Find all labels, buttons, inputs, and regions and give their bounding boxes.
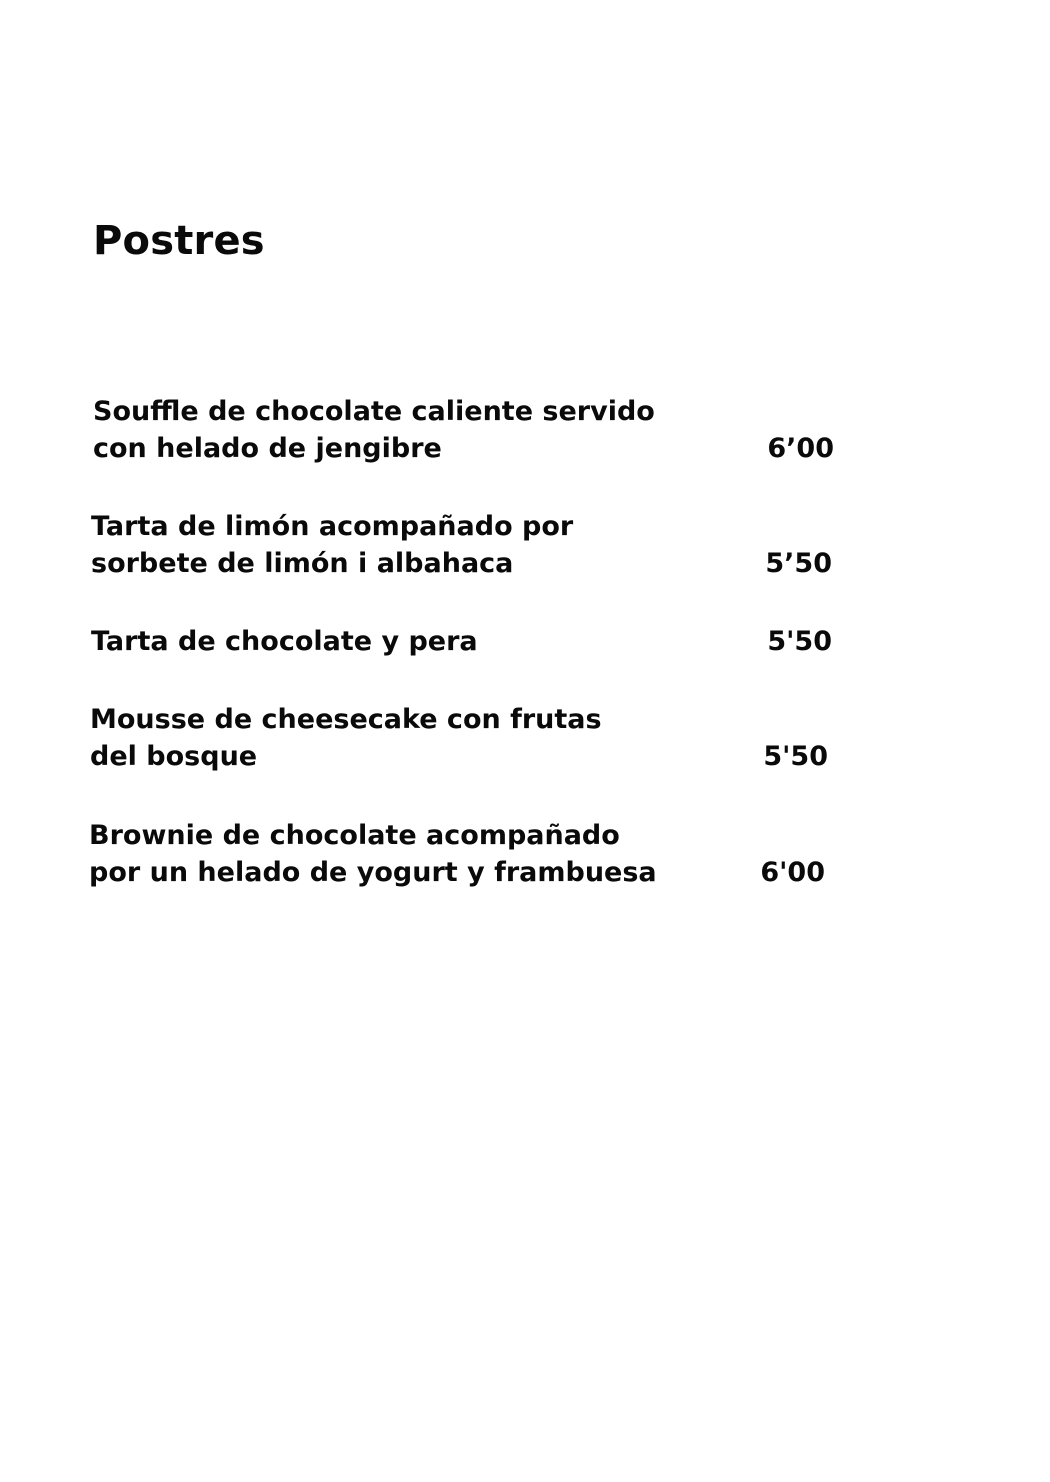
item-description-line: Tarta de chocolate y pera	[91, 626, 478, 657]
item-description-line: del bosque	[90, 741, 258, 772]
page-title: Postres	[93, 218, 265, 264]
menu-item	[91, 508, 836, 582]
menu-item	[91, 623, 836, 660]
menu-item	[89, 817, 834, 891]
item-description-line: Brownie de chocolate acompañado	[89, 820, 620, 851]
item-description-line: sorbete de limón i albahaca	[91, 548, 514, 579]
item-description-line: por un helado de yogurt y frambuesa	[89, 857, 657, 888]
menu-item	[90, 701, 835, 775]
item-description-line: Tarta de limón acompañado por	[91, 511, 574, 542]
item-price: 5'50	[763, 741, 828, 772]
item-price: 5’50	[765, 548, 832, 579]
menu-item	[93, 393, 838, 467]
item-description-line: Souffle de chocolate caliente servido	[93, 396, 655, 427]
item-price: 6’00	[767, 433, 834, 464]
item-price: 6'00	[760, 857, 825, 888]
item-price: 5'50	[767, 626, 832, 657]
item-description-line: Mousse de cheesecake con frutas	[90, 704, 602, 735]
item-description-line: con helado de jengibre	[93, 433, 442, 464]
